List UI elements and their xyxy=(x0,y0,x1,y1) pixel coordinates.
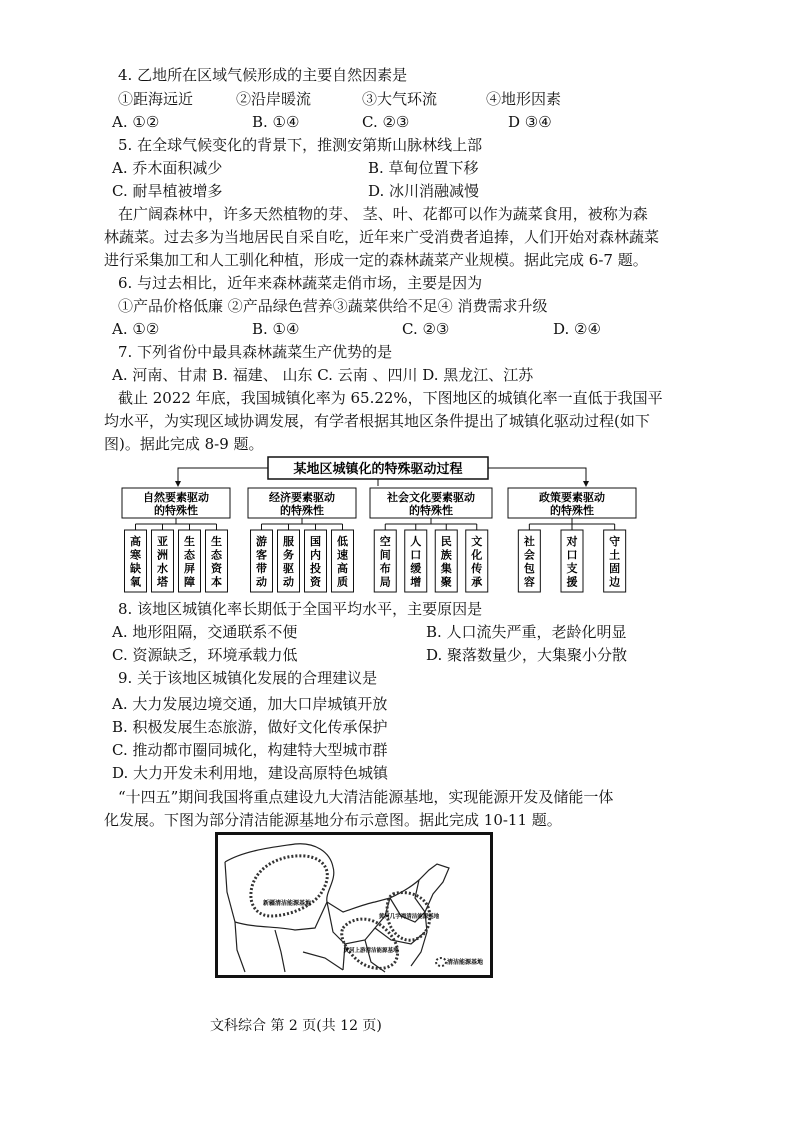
driver-item: 生态资本 xyxy=(211,535,222,589)
q4-option-d: D ③④ xyxy=(508,113,552,131)
driver-item: 生态屏障 xyxy=(184,535,195,589)
q6-stem: 6. 与过去相比，近年来森林蔬菜走俏市场，主要是因为 xyxy=(118,274,483,292)
group-policy-label-2: 的特殊性 xyxy=(550,504,594,517)
driver-item: 低速高质 xyxy=(337,535,348,589)
label-jiziwan: 黄河几字湾清洁能源基地 xyxy=(378,914,440,920)
q4-stem: 4. 乙地所在区域气候形成的主要自然因素是 xyxy=(118,66,408,84)
driver-item: 对口支援 xyxy=(566,535,578,589)
q4-option-b: B. ①④ xyxy=(252,113,300,131)
urbanization-driver-diagram xyxy=(118,454,642,596)
group-economic-label-1: 经济要素驱动 xyxy=(269,491,335,504)
clean-energy-base-map xyxy=(215,832,493,978)
q8-option-a: A. 地形阻隔，交通联系不便 xyxy=(112,623,298,641)
q5-option-c: C. 耐旱植被增多 xyxy=(112,182,223,200)
q5-option-a: A. 乔木面积减少 xyxy=(112,159,223,177)
q8-option-c: C. 资源缺乏，环境承载力低 xyxy=(112,646,298,664)
driver-item: 空间布局 xyxy=(379,535,391,589)
passage2-line-3: 图)。据此完成 8-9 题。 xyxy=(104,435,264,453)
driver-item: 守土固边 xyxy=(609,535,621,589)
q4-factor-4: ④地形因素 xyxy=(486,90,562,108)
q6-statements: ①产品价格低廉 ②产品绿色营养③蔬菜供给不足④ 消费需求升级 xyxy=(118,297,548,315)
legend-label: 清洁能源基地 xyxy=(446,959,484,966)
q5-option-b: B. 草甸位置下移 xyxy=(368,159,479,177)
q8-stem: 8. 该地区城镇化率长期低于全国平均水平，主要原因是 xyxy=(118,600,483,618)
passage2-line-2: 均水平，为实现区域协调发展，有学者根据其地区条件提出了城镇化驱动过程(如下 xyxy=(104,412,650,430)
label-upstream: 黄河上游清洁能源基地 xyxy=(343,948,399,954)
label-xinjiang: 新疆清洁能源基地 xyxy=(262,900,312,907)
group-natural-label-2: 的特殊性 xyxy=(154,504,198,517)
driver-item: 高寒缺氧 xyxy=(130,535,141,589)
q9-option-a: A. 大力发展边境交通，加大口岸城镇开放 xyxy=(112,695,388,713)
q7-options: A. 河南、甘肃 B. 福建、 山东 C. 云南 、四川 D. 黑龙江、江苏 xyxy=(112,366,534,384)
passage1-line-3: 进行采集加工和人工驯化种植，形成一定的森林蔬菜产业规模。据此完成 6-7 题。 xyxy=(104,251,648,269)
group-policy-label-1: 政策要素驱动 xyxy=(539,491,605,504)
q9-option-b: B. 积极发展生态旅游，做好文化传承保护 xyxy=(112,718,388,736)
group-natural-label-1: 自然要素驱动 xyxy=(143,491,209,504)
driver-item: 国内投资 xyxy=(310,535,321,589)
q4-factor-2: ②沿岸暖流 xyxy=(236,90,312,108)
group-economic xyxy=(248,488,356,518)
group-economic-label-2: 的特殊性 xyxy=(280,504,324,517)
driver-item: 人口缓增 xyxy=(410,535,422,589)
q6-option-b: B. ①④ xyxy=(252,320,300,338)
group-natural xyxy=(122,488,230,518)
driver-item: 文化传承 xyxy=(471,535,483,589)
page-footer: 文科综合 第 2 页(共 12 页) xyxy=(210,1018,382,1034)
driver-item: 游客带动 xyxy=(256,535,267,589)
group-social-label-1: 社会文化要素驱动 xyxy=(387,491,475,504)
q5-stem: 5. 在全球气候变化的背景下，推测安第斯山脉林线上部 xyxy=(118,136,483,154)
q8-option-b: B. 人口流失严重，老龄化明显 xyxy=(426,623,627,641)
q5-option-d: D. 冰川消融减慢 xyxy=(368,182,480,200)
q9-option-c: C. 推动都市圈同城化，构建特大型城市群 xyxy=(112,741,388,759)
q4-option-a: A. ①② xyxy=(112,113,160,131)
q9-stem: 9. 关于该地区城镇化发展的合理建议是 xyxy=(118,669,378,687)
group-policy xyxy=(508,488,636,518)
passage1-line-1: 在广阔森林中，许多天然植物的芽、 茎、叶、花都可以作为蔬菜食用，被称为森 xyxy=(118,205,648,223)
q8-option-d: D. 聚落数量少，大集聚小分散 xyxy=(426,646,628,664)
driver-item: 亚洲水塔 xyxy=(157,535,168,589)
passage3-line-1: “十四五”期间我国将重点建设九大清洁能源基地，实现能源开发及储能一体 xyxy=(118,788,614,806)
driver-item: 社会包容 xyxy=(523,535,535,589)
q4-option-c: C. ②③ xyxy=(362,113,410,131)
passage1-line-2: 林蔬菜。过去多为当地居民自采自吃，近年来广受消费者追捧，人们开始对森林蔬菜 xyxy=(104,228,660,246)
q4-factor-1: ①距海远近 xyxy=(118,90,194,108)
q6-option-d: D. ②④ xyxy=(553,320,601,338)
group-social-label-2: 的特殊性 xyxy=(409,504,453,517)
q4-factor-3: ③大气环流 xyxy=(362,90,438,108)
q6-option-a: A. ①② xyxy=(112,320,160,338)
q7-stem: 7. 下列省份中最具森林蔬菜生产优势的是 xyxy=(118,343,393,361)
q9-option-d: D. 大力开发未利用地，建设高原特色城镇 xyxy=(112,764,389,782)
driver-item: 服务驱动 xyxy=(283,535,294,589)
diagram-title: 某地区城镇化的特殊驱动过程 xyxy=(293,462,463,477)
q6-option-c: C. ②③ xyxy=(402,320,450,338)
driver-item: 民族集聚 xyxy=(440,535,452,589)
passage3-line-2: 化发展。下图为部分清洁能源基地分布示意图。据此完成 10-11 题。 xyxy=(104,811,562,829)
group-social-cultural xyxy=(370,488,492,518)
passage2-line-1: 截止 2022 年底，我国城镇化率为 65.22%，下图地区的城镇化率一直低于我国平 xyxy=(118,389,663,407)
